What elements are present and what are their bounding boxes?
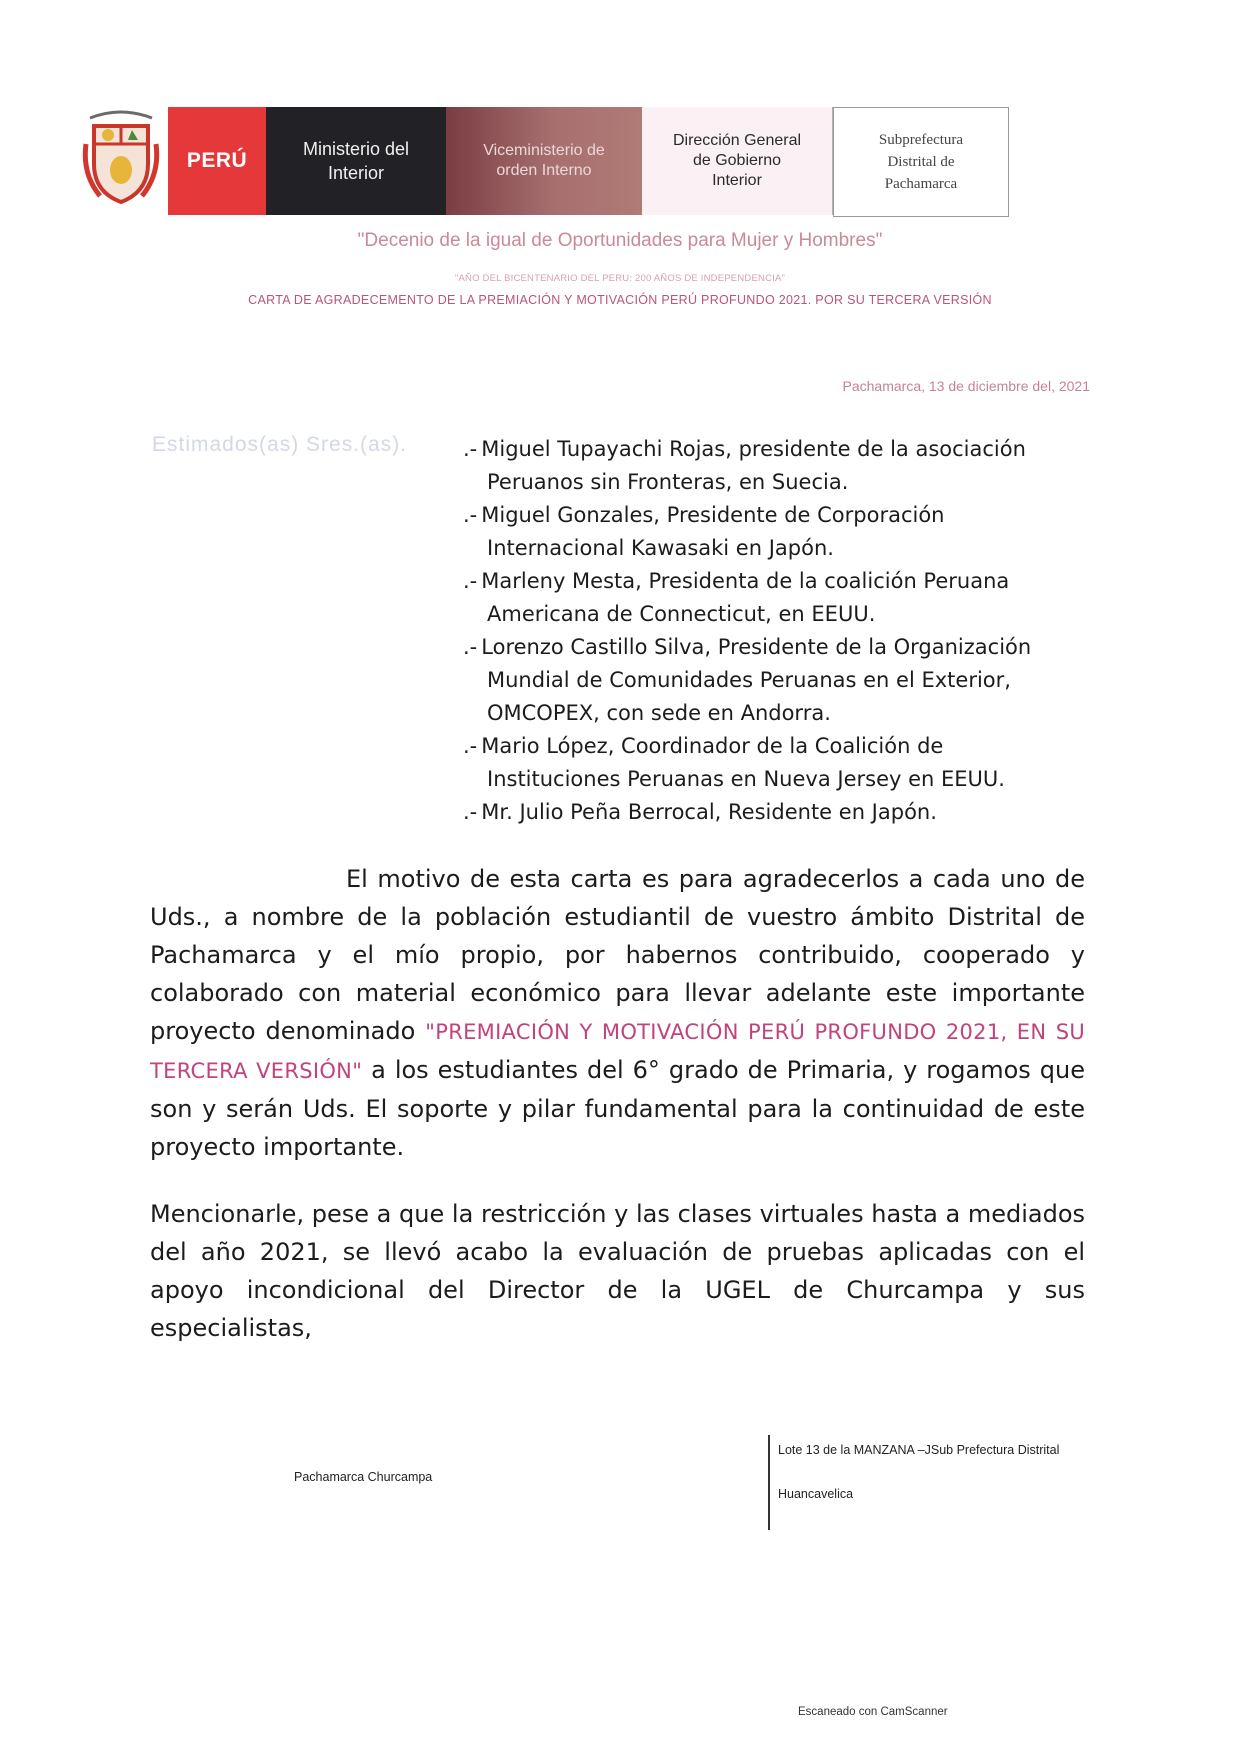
subprefectura-segment	[833, 107, 1009, 217]
viceministerio-line2: orden Interno	[496, 162, 592, 179]
recipient-line1: Lorenzo Castillo Silva, Presidente de la Organización	[481, 635, 1032, 659]
recipient-line1: Mario López, Coordinador de la Coalición de	[481, 734, 944, 758]
footer-address	[768, 1435, 1059, 1530]
peru-coat-of-arms-icon	[80, 104, 162, 208]
project-name-highlight: "PREMIACIÓN Y MOTIVACIÓN PERÚ PROFUNDO 2021, EN SU TERCERA VERSIÓN"	[150, 1020, 1085, 1083]
salutation: Estimados(as) Sres.(as).	[152, 433, 408, 456]
ministerio-segment	[266, 107, 446, 215]
footer-address-line2: Huancavelica	[778, 1487, 854, 1501]
paragraph1-after: a los estudiantes del 6° grado de Primaria, y rogamos que son y serán Uds. El soporte y pilar fundamental para la continuidad de este proyecto importante.	[150, 1056, 1085, 1161]
recipient-line2: Americana de Connecticut, en EEUU.	[487, 602, 876, 626]
recipient-line2: Instituciones Peruanas en Nueva Jersey en EEUU.	[487, 767, 1005, 791]
anio-motto: "AÑO DEL BICENTENARIO DEL PERU: 200 AÑOS DE INDEPENDENCIA"	[454, 273, 786, 284]
peru-label: PERÚ	[186, 149, 248, 172]
recipient-prefix: .-	[463, 437, 478, 461]
recipient-prefix: .-	[463, 503, 478, 527]
recipient-item	[463, 796, 1103, 829]
footer-location: Pachamarca Churcampa	[294, 1470, 433, 1484]
subprefectura-line2: Distrital de	[887, 154, 955, 170]
recipient-item	[463, 433, 1103, 499]
footer-address-line1: Lote 13 de la MANZANA –JSub Prefectura Distrital	[778, 1443, 1060, 1457]
letter-date: Pachamarca, 13 de diciembre del, 2021	[842, 378, 1090, 394]
viceministerio-line1: Viceministerio de	[483, 142, 605, 159]
recipient-line1: Marleny Mesta, Presidenta de la coalición Peruana	[481, 569, 1010, 593]
recipient-line2: Internacional Kawasaki en Japón.	[487, 536, 834, 560]
subprefectura-line1: Subprefectura	[878, 132, 964, 148]
direccion-segment	[642, 107, 833, 215]
scanner-watermark: Escaneado con CamScanner	[798, 1706, 948, 1718]
direccion-line1: Dirección General	[672, 132, 802, 149]
recipient-line2: Mundial de Comunidades Peruanas en el Exterior,	[487, 668, 1011, 692]
body-paragraph-1	[150, 860, 1085, 1166]
viceministerio-segment	[446, 107, 642, 215]
recipient-item	[463, 565, 1103, 631]
recipient-line1: Miguel Tupayachi Rojas, presidente de la asociación	[481, 437, 1026, 461]
institution-banner	[168, 107, 1009, 215]
recipient-item	[463, 499, 1103, 565]
recipient-item	[463, 730, 1103, 796]
ministerio-line1: Ministerio del	[302, 139, 410, 159]
recipient-line1: Mr. Julio Peña Berrocal, Residente en Japón.	[481, 800, 937, 824]
recipient-line2: Peruanos sin Fronteras, en Suecia.	[487, 470, 849, 494]
recipient-prefix: .-	[463, 734, 478, 758]
carta-title: CARTA DE AGRADECEMENTO DE LA PREMIACIÓN Y MOTIVACIÓN PERÚ PROFUNDO 2021. POR SU TERCERA VERSIÓN	[248, 293, 992, 307]
recipient-prefix: .-	[463, 800, 478, 824]
recipient-line3: OMCOPEX, con sede en Andorra.	[487, 701, 831, 725]
recipient-list	[463, 433, 1103, 829]
ministerio-line2: Interior	[327, 163, 384, 183]
recipient-line1: Miguel Gonzales, Presidente de Corporación	[481, 503, 945, 527]
recipient-item	[463, 631, 1103, 730]
direccion-line3: Interior	[712, 172, 762, 189]
recipient-prefix: .-	[463, 635, 478, 659]
decenio-motto: "Decenio de la igual de Oportunidades para Mujer y Hombres"	[357, 230, 883, 251]
recipient-prefix: .-	[463, 569, 478, 593]
peru-segment	[168, 107, 266, 215]
direccion-line2: de Gobierno	[692, 152, 782, 169]
subprefectura-line3: Pachamarca	[884, 176, 958, 192]
body-paragraph-2: Mencionarle, pese a que la restricción y las clases virtuales hasta a mediados del año 2021, se llevó acabo la evaluación de pruebas aplicadas con el apoyo incondicional del Director de la UGEL de Churcampa y sus especialistas,	[150, 1200, 1085, 1342]
paragraph1-before: El motivo de esta carta es para agradecerlos a cada uno de Uds., a nombre de la población estudiantil de vuestro ámbito Distrital de Pachamarca y el mío propio, por habernos contribuido, cooperado y colaborado con material económico para llevar adelante este importante proyecto denominado	[150, 865, 1085, 1045]
